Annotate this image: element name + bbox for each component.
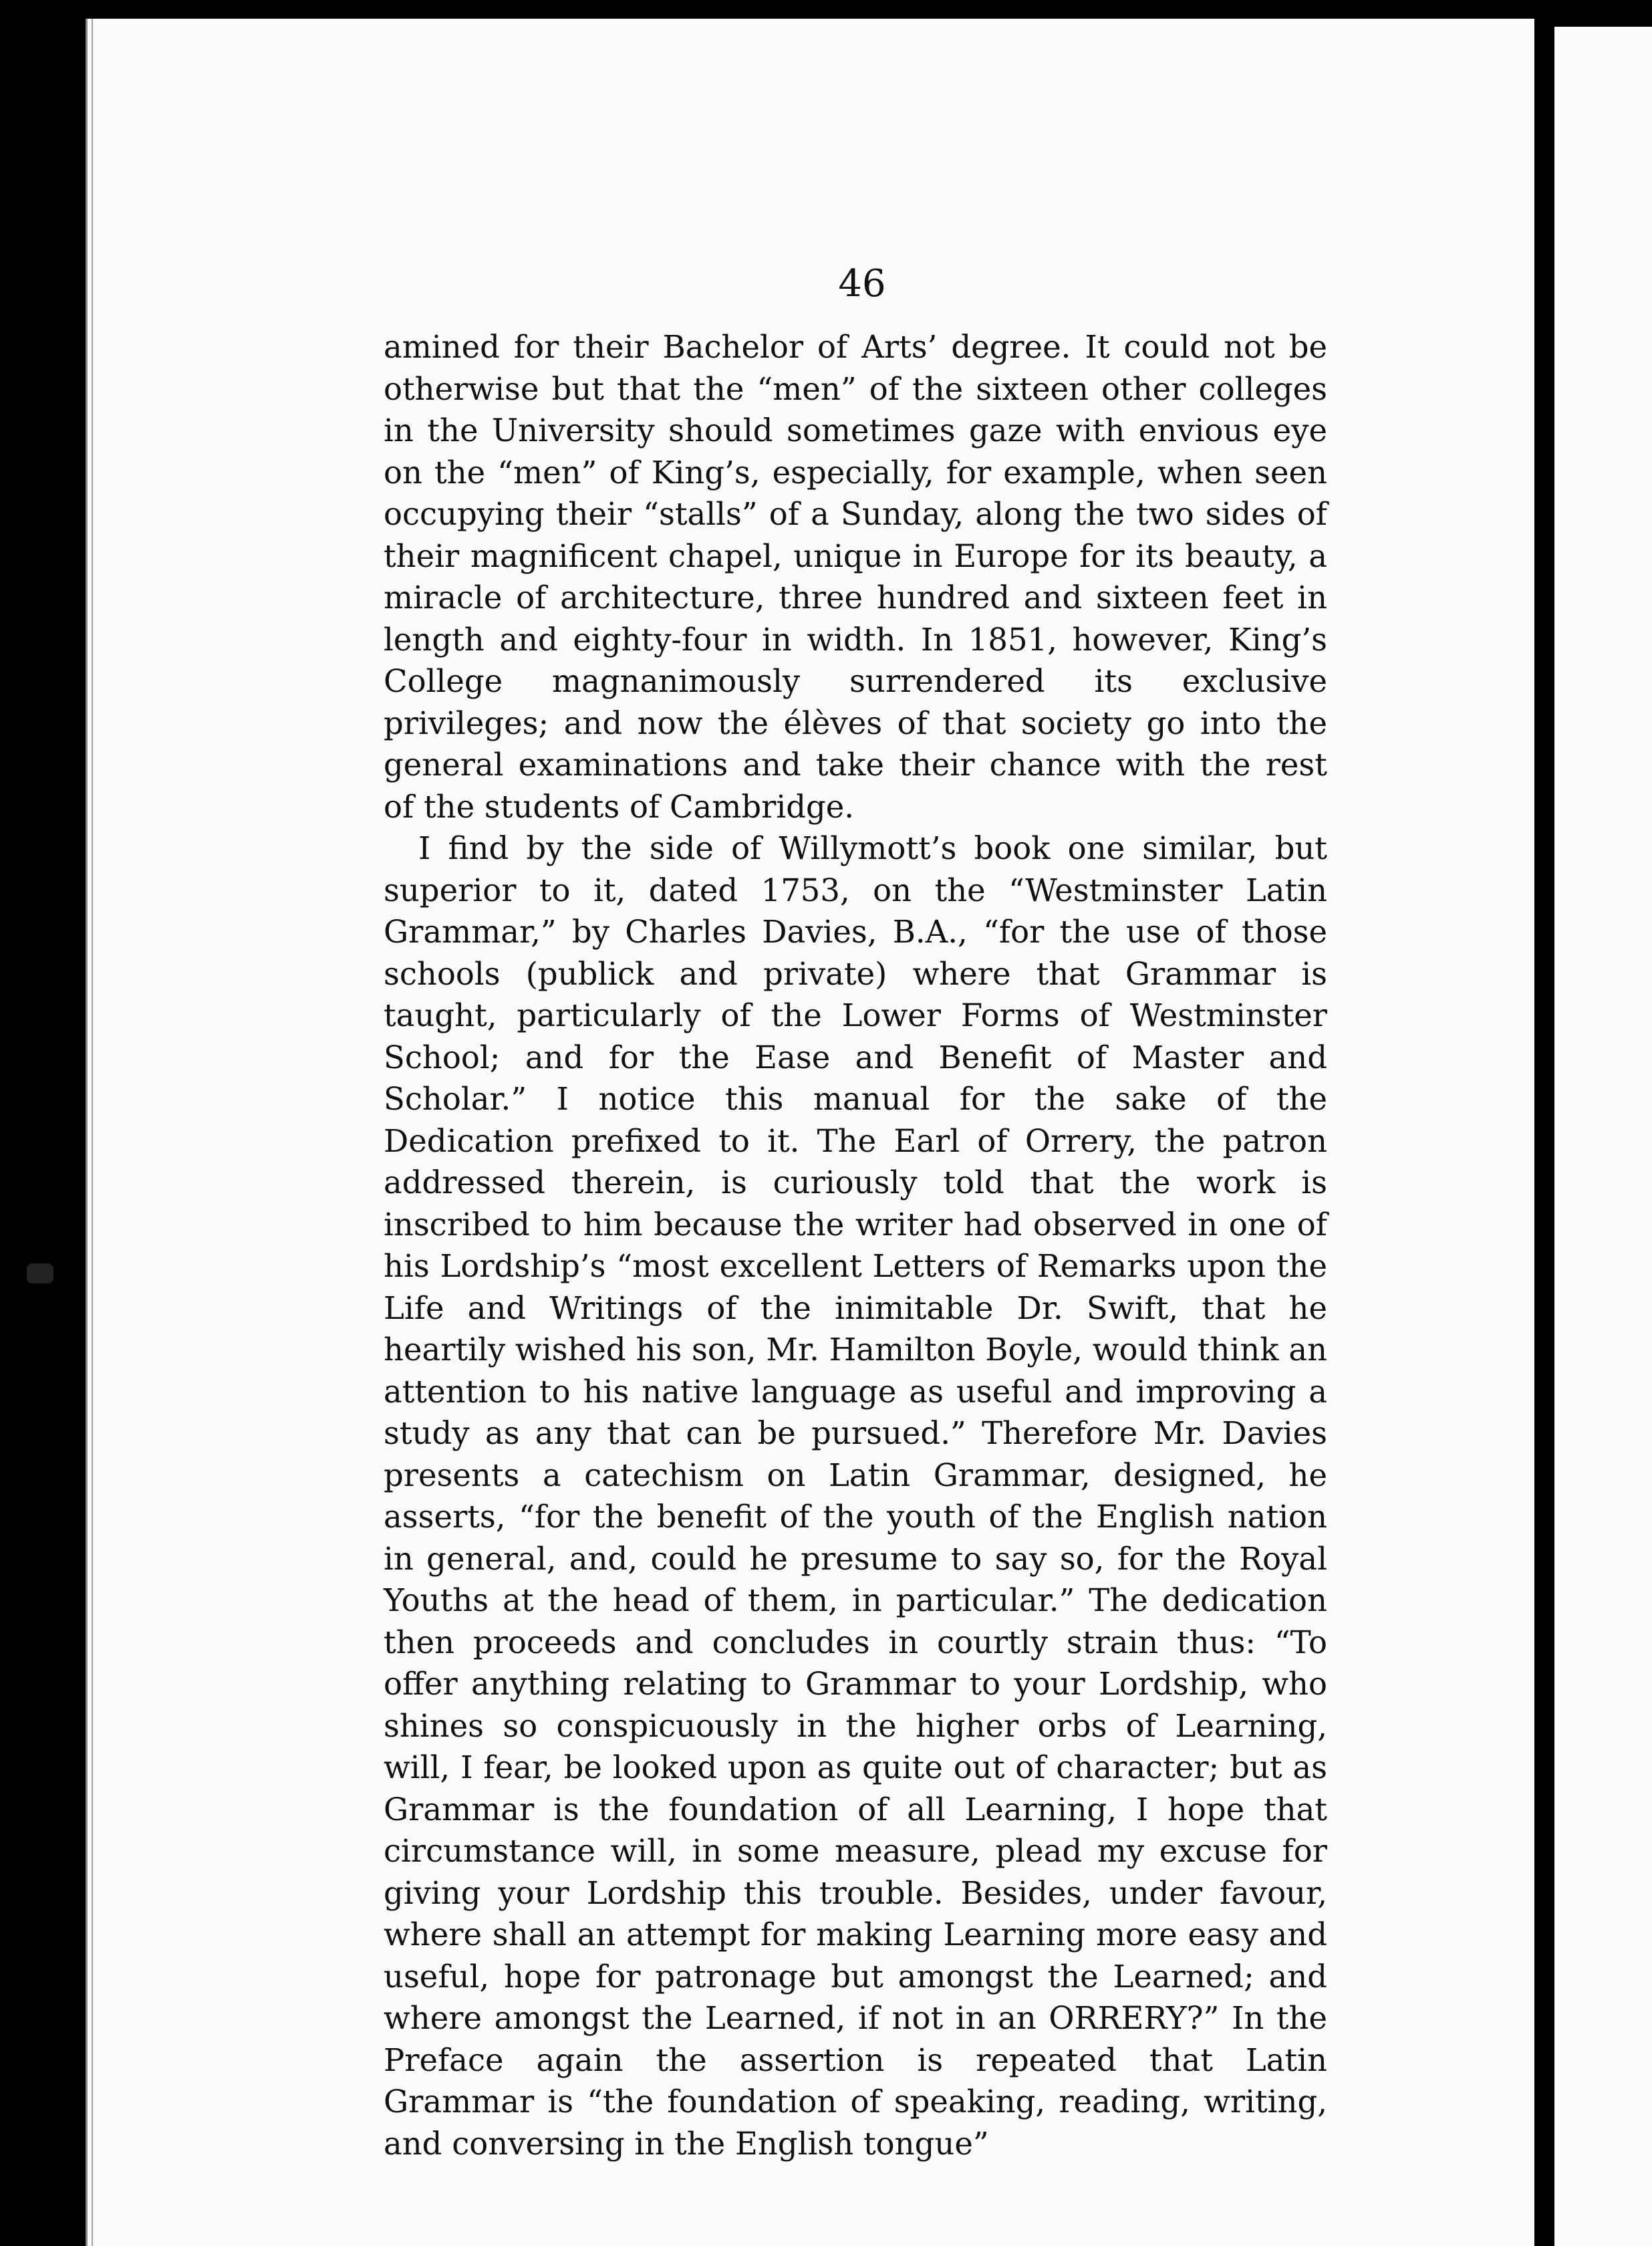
- body-text: [384, 326, 1327, 2164]
- page-number: 46: [838, 262, 886, 305]
- paragraph-2: I find by the side of Willymott’s book one similar, but superior to it, dated 1753, on the “Westminster Latin Grammar,” by Charles Davies, B.A., “for the use of those schools (publick and private) where that Grammar is taught, particularly of the Lower Forms of Westminster School; and for the Ease and Benefit of Master and Scholar.” I notice this manual for the sake of the Dedication prefixed to it. The Earl of Orrery, the patron addressed therein, is curiously told that the work is inscribed to him because the writer had observed in one of his Lordship’s “most excellent Letters of Remarks upon the Life and Writings of the inimitable Dr. Swift, that he heartily wished his son, Mr. Hamilton Boyle, would think an attention to his native language as useful and improving a study as any that can be pursued.” Therefore Mr. Davies presents a catechism on Latin Grammar, designed, he asserts, “for the benefit of the youth of the English nation in general, and, could he presume to say so, for the Royal Youths at the head of them, in particular.” The dedication then proceeds and concludes in courtly strain thus: “To offer anything relating to Grammar to your Lordship, who shines so conspicuously in the higher orbs of Learning, will, I fear, be looked upon as quite out of character; but as Grammar is the foundation of all Learning, I hope that circumstance will, in some measure, plead my excuse for giving your Lordship this trouble. Besides, under favour, where shall an attempt for making Learning more easy and useful, hope for patronage but amongst the Learned; and where amongst the Learned, if not in an ORRERY?” In the Preface again the assertion is repeated that Latin Grammar is “the foundation of speaking, reading, writing, and conversing in the English tongue”: [384, 830, 1327, 2162]
- paragraph-1: amined for their Bachelor of Arts’ degree. It could not be otherwise but that the “men” of the sixteen other colleges in the University should sometimes gaze with envious eye on the “men” of King’s, especially, for example, when seen occupying their “stalls” of a Sunday, along the two sides of their magnificent chapel, unique in Europe for its beauty, a miracle of architecture, three hundred and sixteen feet in length and eighty-four in width. In 1851, however, King’s College magnanimously surrendered its exclusive privileges; and now the élèves of that society go into the general examinations and take their chance with the rest of the students of Cambridge.: [384, 329, 1327, 825]
- scan-mark-left: [27, 1263, 53, 1283]
- adjacent-page-edge: [1554, 27, 1652, 2246]
- scan-mark-right: [1536, 334, 1553, 361]
- page-binding-edge: [86, 19, 103, 2246]
